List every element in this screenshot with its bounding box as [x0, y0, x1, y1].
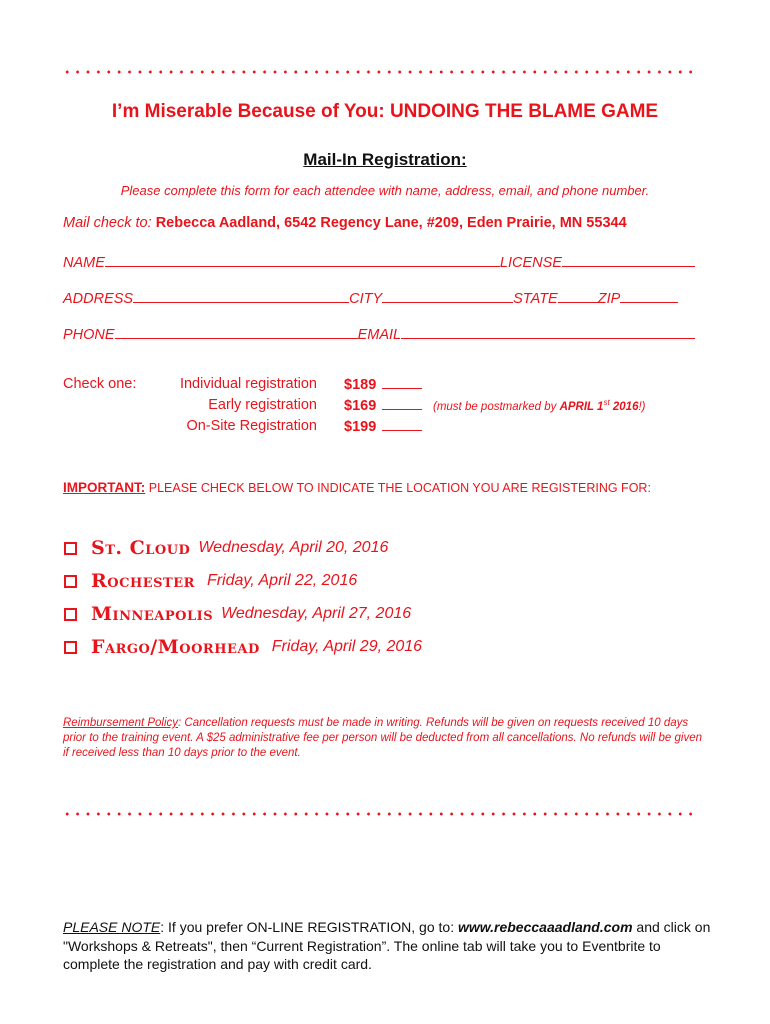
form-subtitle: Mail-In Registration: — [303, 150, 467, 169]
zip-field[interactable] — [620, 288, 678, 303]
location-city: St. Cloud — [91, 537, 191, 559]
address-row — [63, 288, 703, 307]
location-date: Wednesday, April 20, 2016 — [198, 539, 389, 556]
location-rochester[interactable] — [64, 570, 357, 592]
instructions: Please complete this form for each attendee with name, address, email, and phone number. — [120, 183, 650, 198]
name-field[interactable] — [105, 252, 500, 267]
please-note — [63, 918, 713, 974]
location-city: Rochester — [91, 570, 195, 592]
checkbox-minneapolis[interactable] — [64, 608, 77, 621]
checkbox-fargo-moorhead[interactable] — [64, 641, 77, 654]
option-price-individual[interactable] — [344, 376, 422, 393]
registration-link[interactable]: www.rebeccaaadland.com — [457, 919, 633, 935]
important-notice — [63, 480, 651, 495]
license-field[interactable] — [562, 252, 695, 267]
please-note-text1: : If you prefer ON-LINE REGISTRATION, go to: — [160, 919, 458, 935]
mail-check-line — [63, 215, 627, 231]
please-note-text2: and click on "Workshops & Retreats", then “Current Registration”. The online tab will take you to Eventbrite to complete the registration and pay with credit card. — [63, 919, 711, 972]
license-label: LICENSE — [499, 255, 562, 271]
phone-label: PHONE — [63, 327, 115, 343]
zip-label: ZIP — [597, 291, 621, 307]
email-field[interactable] — [401, 324, 695, 339]
dotted-divider-top — [62, 70, 692, 74]
note-prefix: (must be postmarked by — [433, 400, 557, 413]
address-label: ADDRESS — [63, 291, 134, 307]
dotted-divider-bottom — [62, 812, 692, 816]
state-label: STATE — [513, 291, 558, 307]
policy-text: : Cancellation requests must be made in writing. Refunds will be given on requests received 10 days prior to the training event. A $25 administrative fee per person will be deducted from all cancellations. No refunds will be given if received less than 10 days prior to the event. — [63, 717, 703, 759]
price-individual: $189 — [344, 377, 377, 393]
city-field[interactable] — [382, 288, 513, 303]
location-city: Minneapolis — [91, 603, 214, 625]
location-date: Friday, April 22, 2016 — [206, 572, 358, 589]
checkbox-st-cloud[interactable] — [64, 542, 77, 555]
location-city: Fargo/Moorhead — [91, 636, 260, 658]
phone-email-row — [63, 324, 703, 343]
email-label: EMAIL — [357, 327, 402, 343]
note-year: 2016 — [612, 400, 639, 413]
note-suffix: !) — [638, 400, 646, 413]
location-date: Friday, April 29, 2016 — [271, 638, 423, 655]
location-st-cloud[interactable] — [64, 537, 388, 559]
price-early: $169 — [344, 398, 377, 414]
city-label: CITY — [349, 291, 383, 307]
option-price-early[interactable] — [344, 397, 422, 414]
page-title: I’m Miserable Because of You: UNDOING THE BLAME GAME — [111, 101, 659, 122]
address-field[interactable] — [133, 288, 349, 303]
location-fargo-moorhead[interactable] — [64, 636, 422, 658]
check-blank-early[interactable] — [382, 397, 422, 410]
check-blank-individual[interactable] — [382, 376, 422, 389]
check-one-label: Check one: — [63, 376, 137, 392]
location-minneapolis[interactable] — [64, 603, 411, 625]
policy-title: Reimbursement Policy — [63, 717, 179, 729]
reimbursement-policy — [63, 716, 708, 761]
note-date: APRIL 1 — [559, 400, 604, 413]
checkbox-rochester[interactable] — [64, 575, 77, 588]
check-blank-onsite[interactable] — [382, 418, 422, 431]
please-note-label: PLEASE NOTE — [63, 919, 161, 935]
location-date: Wednesday, April 27, 2016 — [221, 605, 412, 622]
important-label: IMPORTANT: — [63, 480, 146, 495]
option-label-early: Early registration — [208, 397, 317, 413]
mail-check-address: Rebecca Aadland, 6542 Regency Lane, #209, Eden Prairie, MN 55344 — [155, 215, 627, 231]
price-onsite: $199 — [344, 419, 377, 435]
state-field[interactable] — [558, 288, 598, 303]
option-label-individual: Individual registration — [179, 376, 317, 392]
name-label: NAME — [63, 255, 105, 271]
phone-field[interactable] — [115, 324, 358, 339]
note-sup: st — [603, 398, 610, 407]
mail-check-label: Mail check to: — [63, 215, 152, 231]
option-label-onsite: On-Site Registration — [186, 418, 317, 434]
option-price-onsite[interactable] — [344, 418, 422, 435]
early-registration-note — [433, 398, 646, 413]
important-text: PLEASE CHECK BELOW TO INDICATE THE LOCATION YOU ARE REGISTERING FOR: — [148, 481, 651, 495]
name-license-row — [63, 252, 703, 271]
